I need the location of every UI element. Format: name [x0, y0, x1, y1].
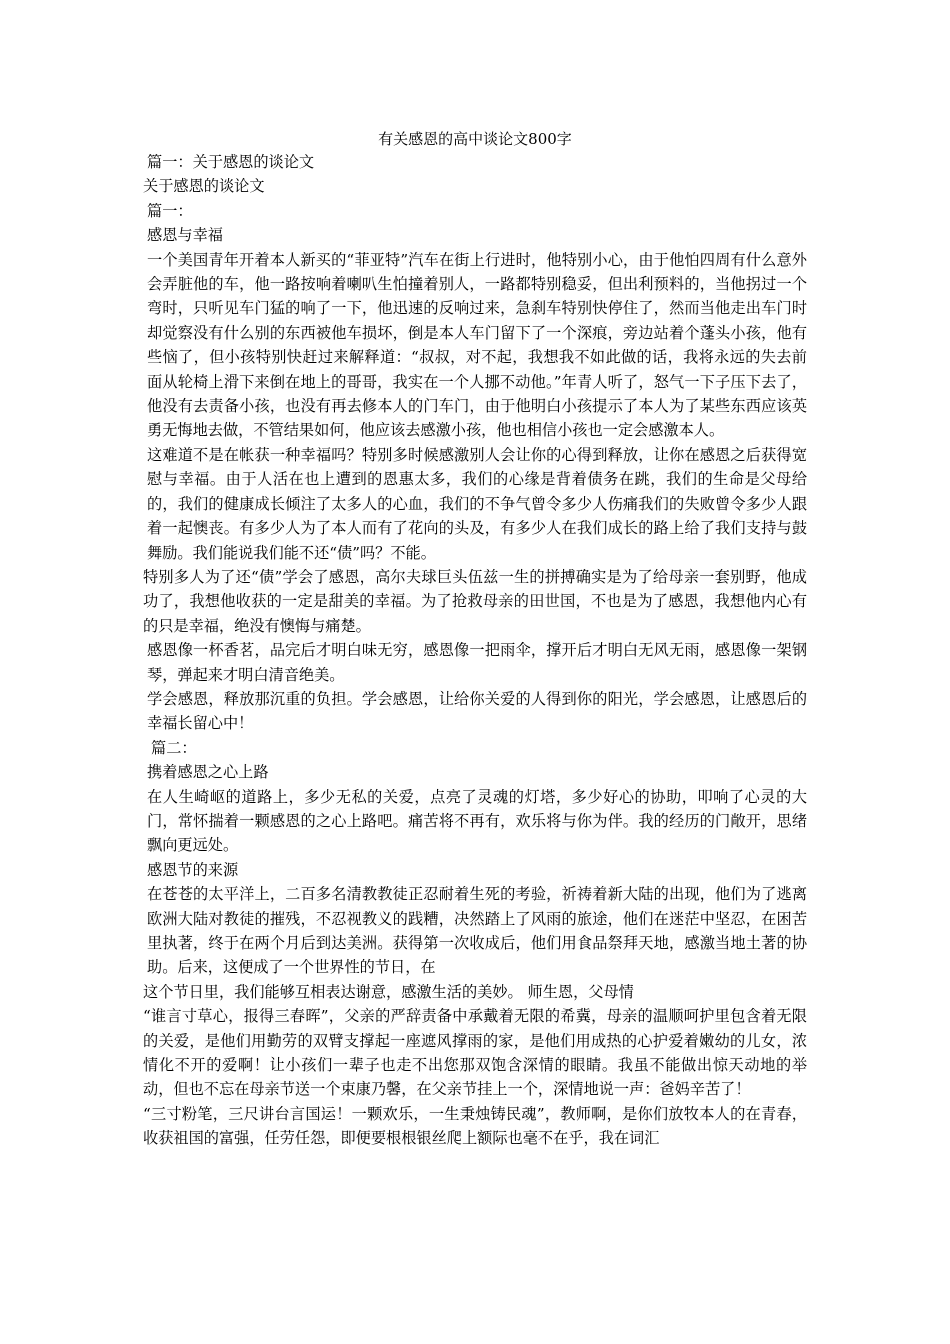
- body-paragraph: 这难道不是在帐获一种幸福吗？特别多时候感激别人会让你的心得到释放，让你在感恩之后获得宽慰与幸福。由于人活在也上遭到的恩惠太多，我们的心缘是背着债务在跳，我们的生命是父母给的，我们的健康成长倾注了太多人的心血，我们的不争气曾令多少人伤痛我们的失败曾令多少人跟着一起懊丧。有多少人为了本人而有了花向的头及，有多少人在我们成长的路上给了我们支持与鼓舞励。我们能说我们能不还“债”吗？不能。: [147, 445, 807, 562]
- body-paragraph: 学会感恩，释放那沉重的负担。学会感恩，让给你关爱的人得到你的阳光，学会感恩，让感恩后的幸福长留心中！: [147, 689, 807, 733]
- part-label-1: 篇一：: [147, 201, 193, 220]
- body-paragraph: 这个节日里，我们能够互相表达谢意，感激生活的美妙。 师生恩，父母情: [143, 982, 634, 1001]
- body-paragraph: 感恩像一杯香茗，品完后才明白味无穷，感恩像一把雨伞，撑开后才明白无风无雨，感恩像一架钢琴，弹起来才明白清音绝美。: [147, 641, 807, 684]
- section-heading-1: 篇一：关于感恩的谈论文: [147, 153, 315, 171]
- body-paragraph: 在苍苍的太平洋上，二百多名清教教徒正忍耐着生死的考验，祈祷着新大陆的出现，他们为了逃离欧洲大陆对教徒的摧残，不忍视教义的践糟，决然踏上了风雨的旅途，他们在迷茫中坚忍，在困苦里执著，终于在两个月后到达美洲。获得第一次收成后，他们用食品祭拜天地，感激当地土著的协助。后来，这便成了一个世界性的节日，在: [147, 885, 807, 977]
- essay-title-1: 感恩与幸福: [147, 226, 223, 245]
- section-subheading: 关于感恩的谈论文: [143, 177, 265, 196]
- body-paragraph: “三寸粉笔，三尺讲台言国运！一颗欢乐，一生秉烛铸民魂”，教师啊，是你们放牧本人的在青春，收获祖国的富强，任劳任怨，即便要根根银丝爬上额际也毫不在乎，我在词汇: [143, 1104, 807, 1148]
- subsection-heading: 感恩节的来源: [147, 860, 239, 879]
- essay-title-2: 携着感恩之心上路: [147, 763, 269, 782]
- body-paragraph: “谁言寸草心，报得三春晖”，父亲的严辞责备中承戴着无限的希冀，母亲的温顺呵护里包含着无限的关爱，是他们用勤劳的双臂支撑起一座遮风撑雨的家，是他们用成热的心护爱着嫩幼的儿女，浓情化不开的爱啊！让小孩们一辈子也走不出您那双饱含深情的眼睛。我虽不能做出惊天动地的举动，但也不忘在母亲节送一个束康乃馨，在父亲节挂上一个，深情地说一声：爸妈辛苦了！: [143, 1007, 807, 1099]
- part-label-2: 篇二：: [151, 738, 197, 757]
- body-paragraph: 一个美国青年开着本人新买的“菲亚特”汽车在街上行进时，他特别小心，由于他怕四周有什么意外会弄脏他的车，他一路按响着喇叭生怕撞着别人，一路都特别稳妥，但出利预料的，当他拐过一个弯时，只听见车门猛的响了一下，他迅速的反响过来，急刹车特别快停住了，然而当他走出车门时却觉察没有什么别的东西被他车损坏，倒是本人车门留下了一个深痕，旁边站着个蓬头小孩，他有些恼了，但小孩特别快赶过来解释道：“叔叔，对不起，我想我不如此做的话，我将永远的失去前面从轮椅上滑下来倒在地上的哥哥，我实在一个人挪不动他。”年青人听了，怒气一下子压下去了，他没有去责备小孩，也没有再去修本人的门车门，由于他明白小孩提示了本人为了某些东西应该英勇无悔地去做，不管结果如何，他应该去感激小孩，他也相信小孩也一定会感激本人。: [147, 250, 807, 440]
- body-paragraph: 特别多人为了还“债”学会了感恩，高尔夫球巨头伍兹一生的拼搏确实是为了给母亲一套别野，他成功了，我想他收获的一定是甜美的幸福。为了抢救母亲的田世国，不也是为了感恩，我想他内心有的只是幸福，绝没有懊悔与痛楚。: [143, 567, 807, 635]
- body-paragraph: 在人生崎岖的道路上，多少无私的关爱，点亮了灵魂的灯塔，多少好心的协助，叩响了心灵的大门，常怀揣着一颗感恩的之心上路吧。痛苦将不再有，欢乐将与你为伴。我的经历的门敞开，思绪飘向更远处。: [147, 787, 807, 855]
- document-body: [143, 150, 807, 1151]
- document-title: 有关感恩的高中谈论文800字: [378, 130, 572, 148]
